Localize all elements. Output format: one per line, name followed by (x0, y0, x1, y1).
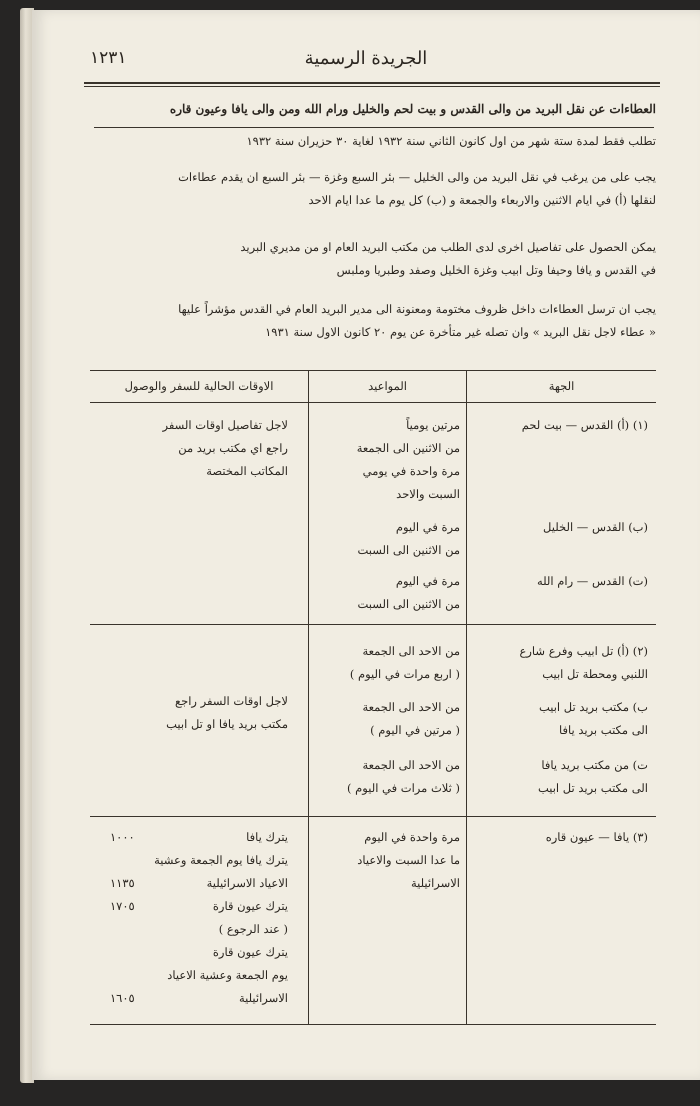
times-row (110, 826, 288, 849)
route-1a (473, 414, 648, 437)
schedule-line: من الاثنين الى السبت (357, 597, 460, 611)
times-text: يترك عيون قارة (212, 945, 288, 959)
times-section-2 (98, 690, 288, 736)
times-row (110, 987, 288, 1010)
header-schedule: المواعيد (368, 379, 407, 393)
table-rule (90, 402, 656, 403)
table-rule (90, 816, 656, 817)
schedule-line: الاسرائيلية (410, 876, 460, 890)
times-text: ( عند الرجوع ) (218, 922, 288, 936)
schedule-2b (310, 696, 460, 742)
times-number: ١٠٠٠ (110, 830, 135, 844)
times-text: يترك يافا يوم الجمعة وعشية (154, 853, 288, 867)
table-rule (90, 624, 656, 625)
document-page (32, 10, 700, 1080)
schedule-line: مرة واحدة في اليوم (364, 830, 460, 844)
paragraph-line: « عطاء لاجل نقل البريد » وان تصله غير متأخرة عن يوم ٢٠ كانون الاول سنة ١٩٣١ (265, 325, 656, 339)
route-2a (473, 640, 648, 686)
header-rule (84, 82, 660, 87)
header-direction: الجهة (548, 379, 575, 393)
times-row (110, 918, 288, 941)
paragraph-line: يجب على من يرغب في نقل البريد من والى الخليل — بئر السبع وغزة — بئر السبع ان يقدم عطاءات (178, 170, 656, 184)
schedule-line: مرتين يومياً (406, 418, 460, 432)
paragraph-line: لنقلها (أ) في ايام الاثنين والاربعاء والجمعة و (ب) كل يوم ما عدا ايام الاحد (308, 193, 656, 207)
times-text: يترك عيون قارة (212, 899, 288, 913)
times-line: المكاتب المختصة (206, 464, 288, 478)
times-number: ١١٣٥ (110, 876, 135, 890)
times-section-3 (110, 826, 288, 1010)
paragraph-line: يمكن الحصول على تفاصيل اخرى لدى الطلب من مكتب البريد العام او من مديري البريد (240, 240, 656, 254)
schedule-1t (310, 570, 460, 616)
schedule-2a (310, 640, 460, 686)
route-2t (473, 754, 648, 800)
tender-title-rule (94, 127, 654, 128)
page-title: الجريدة الرسمية (304, 48, 428, 69)
schedule-table (90, 370, 656, 1024)
route-2b (473, 696, 648, 742)
route-label: ب) مكتب بريد تل ابيب (538, 700, 648, 714)
times-line: مكتب بريد يافا او تل ابيب (166, 717, 288, 731)
times-row (110, 941, 288, 964)
schedule-line: السبت والاحد (396, 487, 460, 501)
table-rule (90, 1024, 656, 1025)
times-number: ١٧٠٥ (110, 899, 135, 913)
tender-subtitle: تطلب فقط لمدة ستة شهر من اول كانون الثاني سنة ١٩٣٢ لغاية ٣٠ حزيران سنة ١٩٣٢ (246, 134, 656, 148)
table-column-rule (466, 370, 467, 1024)
route-label: الى مكتب بريد يافا (558, 723, 648, 737)
schedule-1a (310, 414, 460, 506)
route-label: (ت) القدس — رام الله (536, 574, 648, 588)
schedule-line: من الاثنين الى الجمعة (356, 441, 460, 455)
schedule-1b (310, 516, 460, 562)
schedule-line: ما عدا السبت والاعياد (357, 853, 460, 867)
route-1t (473, 570, 648, 593)
times-row (110, 849, 288, 872)
route-3 (473, 826, 648, 849)
route-1b (473, 516, 648, 539)
times-line: راجع اي مكتب بريد من (178, 441, 288, 455)
route-label: الى مكتب بريد تل ابيب (537, 781, 648, 795)
schedule-line: من الاحد الى الجمعة (362, 700, 460, 714)
times-text: يوم الجمعة وعشية الاعياد (167, 968, 288, 982)
times-line: لاجل تفاصيل اوقات السفر (162, 418, 288, 432)
route-label: اللنبي ومحطة تل ابيب (542, 667, 648, 681)
times-line: لاجل اوقات السفر راجع (174, 694, 288, 708)
schedule-line: ( مرتين في اليوم ) (370, 723, 460, 737)
schedule-line: من الاثنين الى السبت (357, 543, 460, 557)
schedule-line: مرة في اليوم (395, 574, 460, 588)
page-number: ١٢٣١ (90, 48, 127, 68)
times-number: ١٦٠٥ (110, 991, 135, 1005)
times-text: الاعياد الاسرائيلية (206, 876, 288, 890)
schedule-line: مرة في اليوم (395, 520, 460, 534)
times-text: يترك يافا (246, 830, 288, 844)
times-row (110, 964, 288, 987)
schedule-line: مرة واحدة في يومي (362, 464, 460, 478)
schedule-line: من الاحد الى الجمعة (362, 758, 460, 772)
tender-title: العطاءات عن نقل البريد من والى القدس و بيت لحم والخليل ورام الله ومن والى يافا وعيون قاره (169, 102, 656, 116)
schedule-3 (310, 826, 460, 895)
schedule-2t (310, 754, 460, 800)
schedule-line: ( اربع مرات في اليوم ) (349, 667, 460, 681)
paragraph-eligibility (90, 166, 656, 212)
paragraph-submission (90, 298, 656, 344)
schedule-line: ( ثلاث مرات في اليوم ) (347, 781, 460, 795)
route-label: (١) (أ) القدس — بيت لحم (521, 418, 648, 432)
paragraph-details (90, 236, 656, 282)
times-section-1 (98, 414, 288, 483)
paragraph-line: في القدس و يافا وحيفا وتل ابيب وغزة الخليل وصفد وطبريا وملبس (336, 263, 656, 277)
route-label: (ب) القدس — الخليل (543, 520, 648, 534)
route-label: ت) من مكتب بريد يافا (541, 758, 648, 772)
times-row (110, 872, 288, 895)
paragraph-line: يجب ان ترسل العطاءات داخل ظروف مختومة ومعنونة الى مدير البريد العام في القدس مؤشراً عليها (178, 302, 656, 316)
header-times: الاوقات الحالية للسفر والوصول (124, 379, 274, 393)
schedule-line: من الاحد الى الجمعة (362, 644, 460, 658)
route-label: (٣) يافا — عيون قاره (545, 830, 648, 844)
times-text: الاسرائيلية (238, 991, 288, 1005)
route-label: (٢) (أ) تل ابيب وفرع شارع (519, 644, 648, 658)
table-column-rule (308, 370, 309, 1024)
times-row (110, 895, 288, 918)
